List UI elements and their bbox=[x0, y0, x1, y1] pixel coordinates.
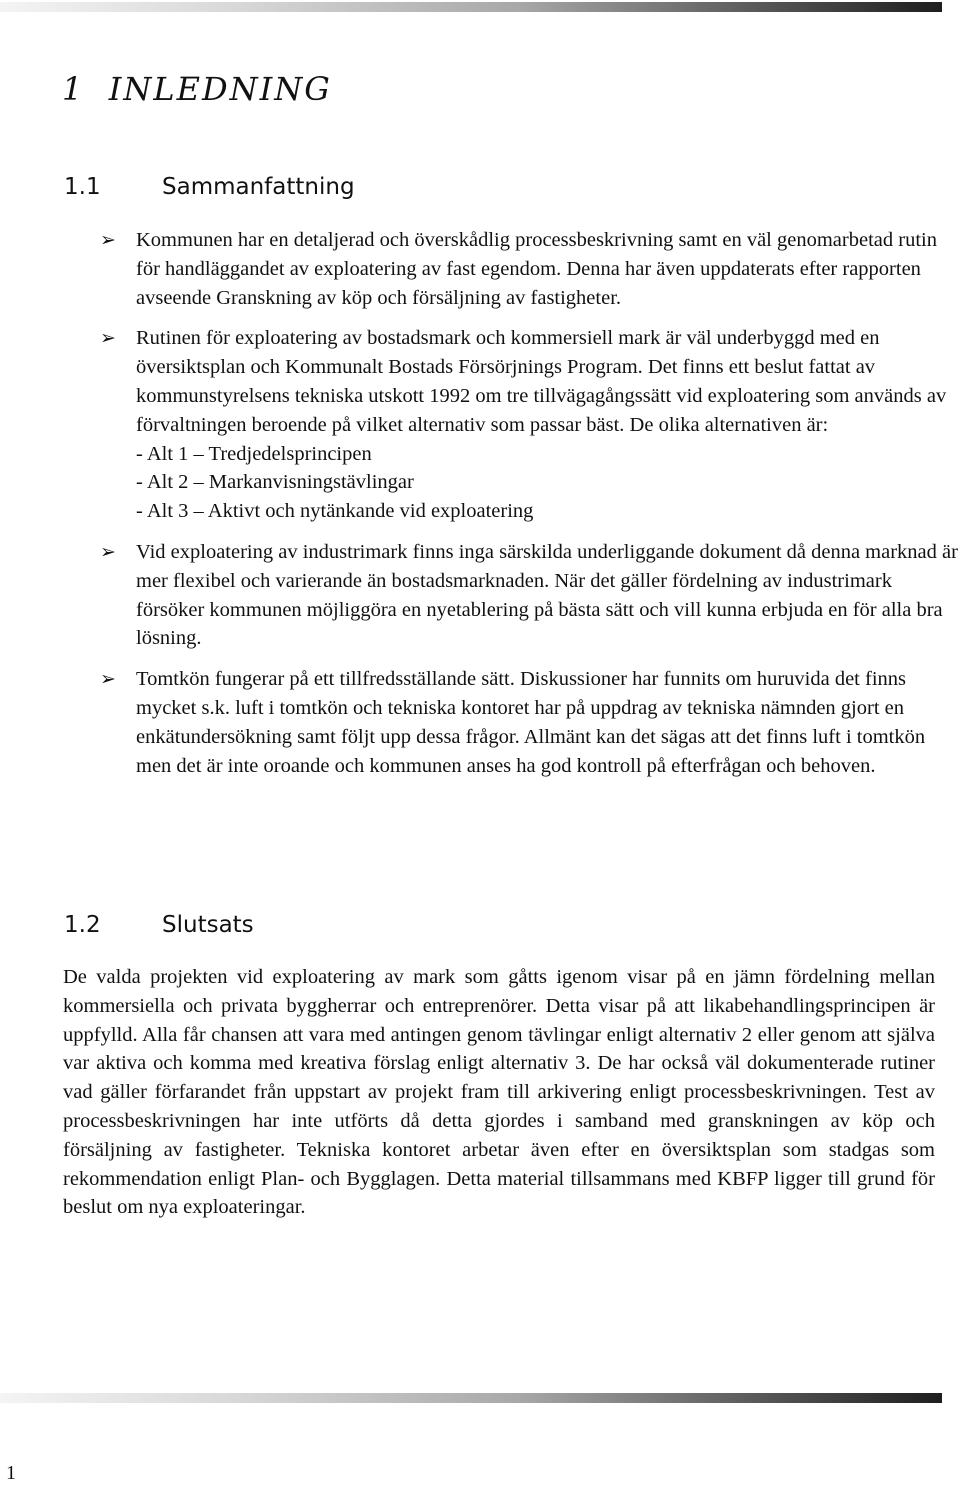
summary-bullet-list bbox=[100, 226, 960, 780]
alternative-item: - Alt 2 – Markanvisningstävlingar bbox=[136, 471, 414, 494]
section-title: Slutsats bbox=[162, 912, 254, 938]
section-number: 1.2 bbox=[64, 912, 101, 938]
chapter-heading bbox=[62, 70, 332, 108]
bullet-text: Tomtkön fungerar på ett tillfredsställande sätt. Diskussioner har funnits om huruvida det finns mycket s.k. luft i tomtkön och tekniska kontoret har på uppdrag av tekniska nämnden gjort en enkätundersökning samt följt upp dessa frågor. Allmänt kan det sägas att det finns luft i tomtkön men det är inte oroande och kommunen anses ha god kontroll på efterfrågan och behoven. bbox=[136, 668, 926, 777]
section-heading-conclusion bbox=[64, 912, 254, 938]
section-title: Sammanfattning bbox=[162, 174, 355, 200]
bullet-text: Kommunen har en detaljerad och överskådlig processbeskrivning samt en väl genomarbetad rutin för handläggandet av exploatering av fast egendom. Denna har även uppdaterats efter rapporten avseende Granskning av köp och försäljning av fastigheter. bbox=[136, 229, 937, 309]
chapter-number: 1 bbox=[62, 70, 85, 108]
chapter-title: INLEDNING bbox=[108, 70, 332, 108]
arrow-bullet-icon: ➢ bbox=[100, 229, 116, 251]
bullet-text: Rutinen för exploatering av bostadsmark och kommersiell mark är väl underbyggd med en översiktsplan och Kommunalt Bostads Försörjnings Program. Det finns ett beslut fattat av kommunstyrelsens tekniska utskott 1992 om tre tillvägagångssätt vid exploatering som används av förvaltningen beroende på vilket alternativ som passar bäst. De olika alternativen är: bbox=[136, 327, 947, 436]
footer-rule bbox=[0, 1393, 942, 1403]
header-rule bbox=[0, 2, 942, 12]
arrow-bullet-icon: ➢ bbox=[100, 540, 116, 563]
bullet-item bbox=[100, 324, 960, 526]
bullet-item bbox=[100, 538, 960, 653]
section-heading-summary bbox=[64, 174, 355, 200]
bullet-item bbox=[100, 226, 960, 312]
section-number: 1.1 bbox=[64, 174, 101, 200]
alternative-item: - Alt 3 – Aktivt och nytänkande vid exploatering bbox=[136, 500, 534, 523]
bullet-item bbox=[100, 665, 960, 780]
alternative-item: - Alt 1 – Tredjedelsprincipen bbox=[136, 442, 372, 465]
arrow-bullet-icon: ➢ bbox=[100, 668, 116, 691]
bullet-text: Vid exploatering av industrimark finns inga särskilda underliggande dokument då denna marknad är mer flexibel och varierande än bostadsmarknaden. När det gäller fördelning av industrimark försöker kommunen möjliggöra en nyetablering på bästa sätt och vill kunna erbjuda en för alla bra lösning. bbox=[136, 540, 958, 650]
conclusion-paragraph: De valda projekten vid exploatering av mark som gåtts igenom visar på en jämn fördelning mellan kommersiella och privata byggherrar och entreprenörer. Detta visar på att likabehandlingsprincipen är uppfylld. Alla får chansen att vara med antingen genom tävlingar enligt alternativ 2 eller genom att själva var aktiva och komma med kreativa förslag enligt alternativ 3. De har också väl dokumenterade rutiner vad gäller förfarandet från uppstart av projekt fram till arkivering enligt processbeskrivningen. Test av processbeskrivningen har inte utförts då detta gjordes i samband med granskningen av köp och försäljning av fastigheter. Tekniska kontoret arbetar även efter en översiktsplan som stadgas som rekommendation enligt Plan- och Bygglagen. Detta material tillsammans med KBFP ligger till grund för beslut om nya exploateringar. bbox=[63, 966, 935, 1219]
arrow-bullet-icon: ➢ bbox=[100, 327, 116, 350]
page-number: 1 bbox=[6, 1462, 16, 1484]
